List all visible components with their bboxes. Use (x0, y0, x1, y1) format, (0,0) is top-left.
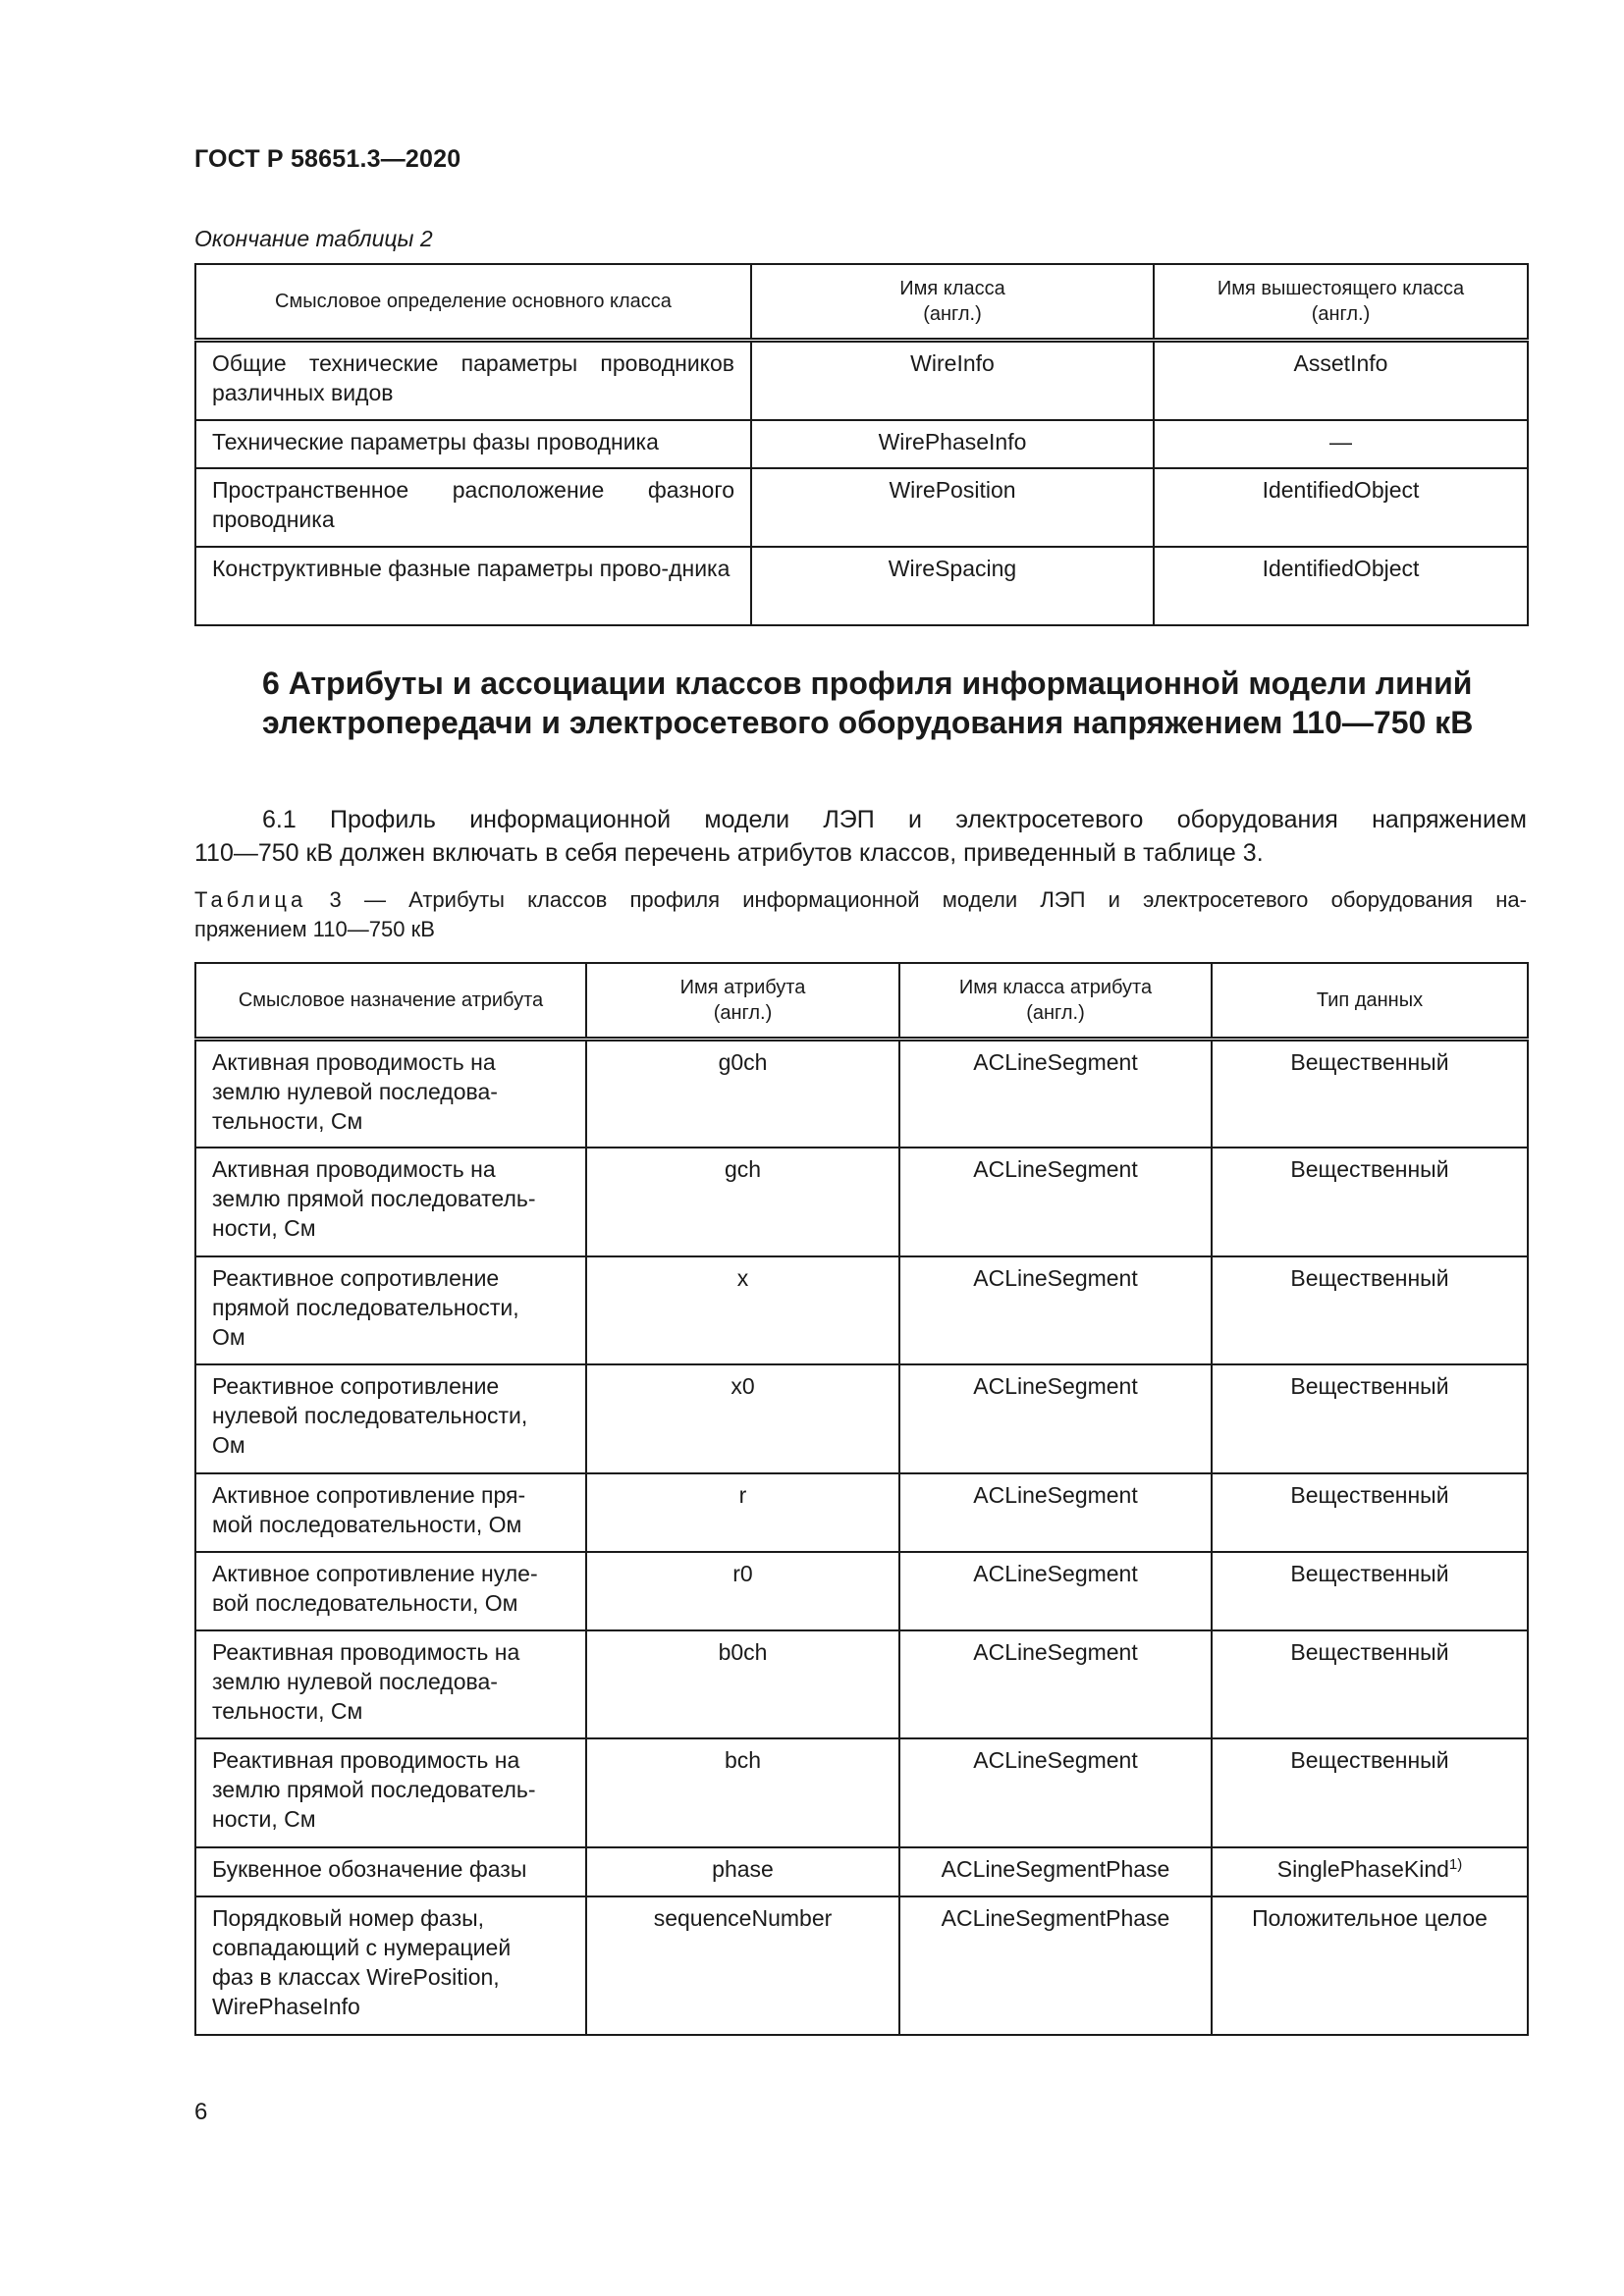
cell-purpose: Порядковый номер фазы, совпадающий с нумерацией фаз в классах WirePosition, WirePhaseInfo (195, 1896, 586, 2035)
cell-purpose: Реактивная проводимость на землю нулевой последова- тельности, См (195, 1630, 586, 1738)
column-header-purpose: Смысловое назначение атрибута (195, 963, 586, 1040)
cell-purpose: Активное сопротивление нуле- вой последовательности, Ом (195, 1552, 586, 1630)
cell-data-type: Вещественный (1212, 1552, 1528, 1630)
caption-line: пряжением 110—750 кВ (194, 917, 435, 941)
column-header-attribute-name: Имя атрибута (англ.) (586, 963, 899, 1040)
cell-parent-class: — (1154, 420, 1528, 468)
caption-line (194, 885, 1527, 915)
table-row (195, 1148, 1528, 1256)
cell-attribute-class: ACLineSegment (899, 1256, 1212, 1364)
cell-data-type: Вещественный (1212, 1256, 1528, 1364)
cell-purpose: Реактивная проводимость на землю прямой последователь- ности, См (195, 1738, 586, 1847)
table-3 (194, 962, 1529, 2036)
table-row (195, 341, 1528, 420)
table-row (195, 1040, 1528, 1148)
cell-class-name: WirePhaseInfo (751, 420, 1154, 468)
cell-attribute-name: gch (586, 1148, 899, 1256)
table-row (195, 547, 1528, 625)
cell-purpose: Реактивное сопротивление прямой последовательности, Ом (195, 1256, 586, 1364)
column-header-definition: Смысловое определение основного класса (195, 264, 751, 341)
table-header-row (195, 963, 1528, 1040)
column-header-class-name: Имя класса (англ.) (751, 264, 1154, 341)
table-2 (194, 263, 1529, 626)
cell-data-type: Вещественный (1212, 1148, 1528, 1256)
table-row (195, 1847, 1528, 1896)
table-row (195, 1896, 1528, 2035)
table-row (195, 468, 1528, 547)
cell-data-type: Вещественный (1212, 1738, 1528, 1847)
cell-purpose: Буквенное обозначение фазы (195, 1847, 586, 1896)
cell-attribute-class: ACLineSegmentPhase (899, 1896, 1212, 2035)
column-header-data-type: Тип данных (1212, 963, 1528, 1040)
cell-data-type: SinglePhaseKind$^{1)}$ (1212, 1847, 1528, 1896)
caption-label: Таблица (194, 887, 307, 912)
cell-attribute-class: ACLineSegmentPhase (899, 1847, 1212, 1896)
cell-attribute-name: x (586, 1256, 899, 1364)
section-6-title: 6 Атрибуты и ассоциации классов профиля информационной модели линий электропередачи и электросетевого оборудования напряжением 110—750 кВ (262, 666, 1474, 740)
cell-attribute-name: g0ch (586, 1040, 899, 1148)
cell-attribute-name: sequenceNumber (586, 1896, 899, 2035)
document-id-header: ГОСТ Р 58651.3—2020 (194, 145, 461, 173)
column-header-parent-class: Имя вышестоящего класса (англ.) (1154, 264, 1528, 341)
table-row (195, 1473, 1528, 1552)
table-row (195, 1630, 1528, 1738)
cell-purpose: Активная проводимость на землю нулевой последова- тельности, См (195, 1040, 586, 1148)
table-row (195, 1552, 1528, 1630)
cell-attribute-name: b0ch (586, 1630, 899, 1738)
cell-definition: Общие технические параметры проводников различных видов (195, 341, 751, 420)
table-3-caption (194, 885, 1527, 944)
cell-attribute-name: r0 (586, 1552, 899, 1630)
cell-definition: Пространственное расположение фазного проводника (195, 468, 751, 547)
cell-class-name: WireInfo (751, 341, 1154, 420)
cell-data-type: Вещественный (1212, 1364, 1528, 1473)
page-number: 6 (194, 2099, 208, 2125)
cell-attribute-class: ACLineSegment (899, 1473, 1212, 1552)
cell-purpose: Реактивное сопротивление нулевой последовательности, Ом (195, 1364, 586, 1473)
footnote-mark: 1) (1448, 1855, 1463, 1873)
cell-data-type: Вещественный (1212, 1473, 1528, 1552)
caption-text: 3 — Атрибуты классов профиля информационной модели ЛЭП и электросетевого оборудования на- (306, 887, 1527, 912)
cell-definition: Технические параметры фазы проводника (195, 420, 751, 468)
cell-attribute-class: ACLineSegment (899, 1630, 1212, 1738)
cell-attribute-class: ACLineSegment (899, 1552, 1212, 1630)
cell-attribute-name: r (586, 1473, 899, 1552)
table-2-caption: Окончание таблицы 2 (194, 226, 433, 251)
cell-attribute-class: ACLineSegment (899, 1738, 1212, 1847)
column-header-attribute-class: Имя класса атрибута (англ.) (899, 963, 1212, 1040)
cell-purpose: Активное сопротивление пря- мой последовательности, Ом (195, 1473, 586, 1552)
table-row (195, 1364, 1528, 1473)
cell-attribute-class: ACLineSegment (899, 1364, 1212, 1473)
table-row (195, 1256, 1528, 1364)
cell-purpose: Активная проводимость на землю прямой последователь- ности, См (195, 1148, 586, 1256)
table-row (195, 1738, 1528, 1847)
cell-data-type: Положительное целое (1212, 1896, 1528, 2035)
table-header-row (195, 264, 1528, 341)
paragraph-line: 6.1 Профиль информационной модели ЛЭП и электросетевого оборудования напряжением (262, 806, 1527, 833)
cell-attribute-name: bch (586, 1738, 899, 1847)
cell-parent-class: IdentifiedObject (1154, 468, 1528, 547)
cell-class-name: WirePosition (751, 468, 1154, 547)
cell-attribute-name: x0 (586, 1364, 899, 1473)
cell-class-name: WireSpacing (751, 547, 1154, 625)
cell-definition: Конструктивные фазные параметры прово-дника (195, 547, 751, 625)
cell-attribute-name: phase (586, 1847, 899, 1896)
cell-attribute-class: ACLineSegment (899, 1040, 1212, 1148)
cell-attribute-class: ACLineSegment (899, 1148, 1212, 1256)
cell-parent-class: AssetInfo (1154, 341, 1528, 420)
cell-data-type: Вещественный (1212, 1630, 1528, 1738)
table-row (195, 420, 1528, 468)
cell-data-type: Вещественный (1212, 1040, 1528, 1148)
paragraph-6-1 (194, 803, 1527, 870)
paragraph-line: 110—750 кВ должен включать в себя перечень атрибутов классов, приведенный в таблице 3. (194, 839, 1264, 867)
cell-parent-class: IdentifiedObject (1154, 547, 1528, 625)
